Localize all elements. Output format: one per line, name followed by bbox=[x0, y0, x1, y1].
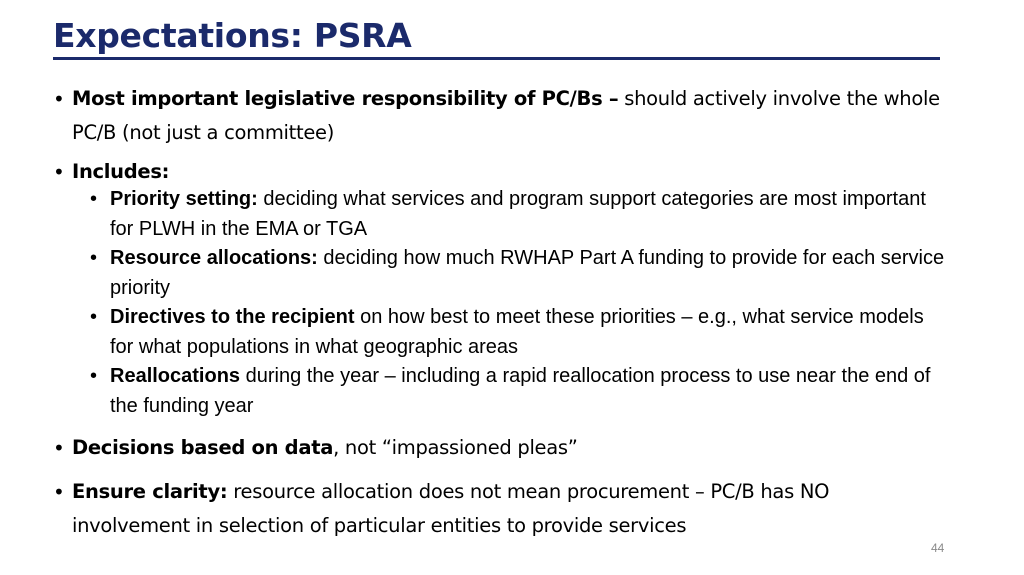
includes-sublist bbox=[52, 185, 952, 421]
slide-content bbox=[52, 82, 952, 543]
title-underline bbox=[53, 57, 940, 60]
sub-bullet-priority-setting bbox=[52, 185, 952, 244]
bullet-includes bbox=[52, 155, 952, 189]
sub-bullet-text: deciding what services and program support categories are most important for PLWH in the EMA or TGA bbox=[110, 188, 926, 240]
sub-bullet-directives bbox=[52, 303, 952, 362]
bullet-text: , not “impassioned pleas” bbox=[333, 436, 578, 459]
bullet-bold-text: Decisions based on data bbox=[72, 436, 334, 459]
sub-bullet-bold-text: Directives to the recipient bbox=[110, 306, 355, 328]
sub-bullet-bold-text: Priority setting: bbox=[110, 188, 258, 210]
bullet-text: should actively involve the whole PC/B (not just a committee) bbox=[72, 87, 940, 144]
slide-number: 44 bbox=[931, 541, 945, 555]
sub-bullet-resource-allocations bbox=[52, 244, 952, 303]
sub-bullet-bold-text: Resource allocations: bbox=[110, 247, 318, 269]
sub-bullet-reallocations bbox=[52, 362, 952, 421]
sub-bullet-text: during the year – including a rapid reallocation process to use near the end of the funding year bbox=[110, 365, 931, 417]
bullet-legislative-responsibility bbox=[52, 82, 952, 150]
bullet-text: resource allocation does not mean procurement – PC/B has NO involvement in selection of particular entities to provide services bbox=[72, 480, 830, 537]
sub-bullet-text: on how best to meet these priorities – e.g., what service models for what populations in what geographic areas bbox=[110, 306, 924, 358]
bullet-decisions-data bbox=[52, 431, 952, 465]
bullet-ensure-clarity bbox=[52, 475, 952, 543]
bullet-bold-text: Most important legislative responsibility of PC/Bs – bbox=[72, 87, 619, 110]
slide-title: Expectations: PSRA bbox=[53, 16, 412, 55]
bullet-bold-text: Includes: bbox=[72, 160, 170, 183]
bullet-bold-text: Ensure clarity: bbox=[72, 480, 228, 503]
sub-bullet-text: deciding how much RWHAP Part A funding to provide for each service priority bbox=[110, 247, 945, 299]
sub-bullet-bold-text: Reallocations bbox=[110, 365, 241, 387]
